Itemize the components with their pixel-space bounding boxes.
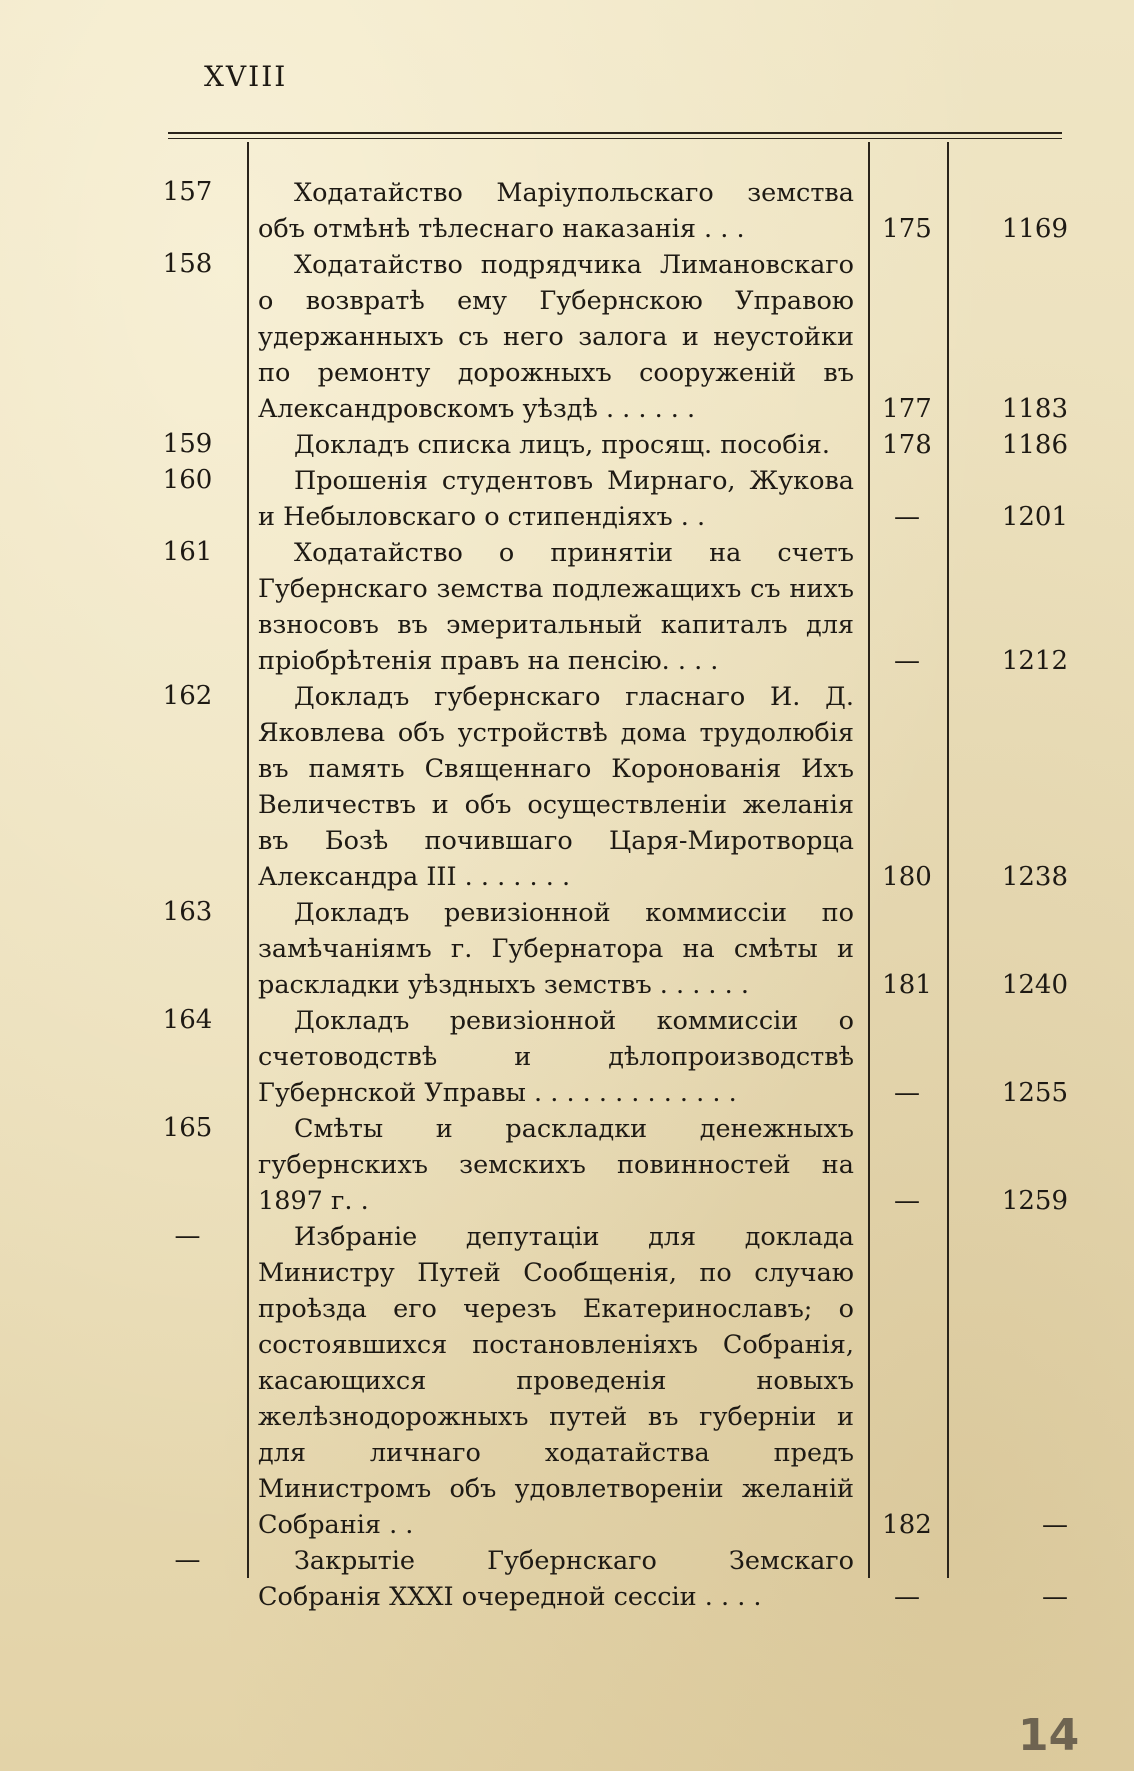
entry-text: Докладъ ревизіонной коммиссіи по замѣчаніямъ г. Губернатора на смѣты и раскладки уѣздныхъ земствъ . . . . . .: [258, 898, 854, 1000]
entry-col-ref: 1238: [1001, 862, 1068, 892]
entry-number: 158: [162, 249, 213, 279]
entry-page-ref: 182: [882, 1510, 932, 1540]
entry-page-ref: —: [894, 1582, 920, 1612]
entry-number: 160: [162, 465, 213, 495]
entry-text: Ходатайство о принятіи на счетъ Губернскаго земства подлежащихъ съ нихъ взносовъ въ эмеритальный капиталъ для пріобрѣтенія правъ на пенсію. . . .: [258, 538, 854, 676]
entry-text: Ходатайство Маріупольскаго земства объ отмѣнѣ тѣлеснаго наказанія . . .: [258, 178, 854, 244]
entry-text: Докладъ списка лицъ, просящ. пособія.: [294, 430, 830, 460]
entry-number: 163: [162, 897, 213, 927]
entry-col-ref: —: [1042, 1582, 1068, 1612]
table-row: [0, 1543, 1134, 1615]
entry-page-ref: —: [894, 1078, 920, 1108]
entry-page-ref: 180: [882, 862, 932, 892]
entry-number: 159: [162, 429, 213, 459]
sheet-number-stamp: 14: [1018, 1710, 1080, 1761]
entry-page-ref: —: [894, 1186, 920, 1216]
entry-text: Закрытіе Губернскаго Земскаго Собранія XXXI очередной сессіи . . . .: [258, 1546, 854, 1612]
entry-page-ref: 175: [882, 214, 932, 244]
entry-col-ref: 1186: [1001, 430, 1068, 460]
page-number: XVIII: [204, 60, 288, 93]
entry-col-ref: 1240: [1001, 970, 1068, 1000]
entry-col-ref: —: [1042, 1510, 1068, 1540]
table-row: [0, 895, 1134, 1003]
entry-text: Докладъ губернскаго гласнаго И. Д. Яковлева объ устройствѣ дома трудолюбія въ память Священнаго Коронованія Ихъ Величествъ и объ осуществленіи желанія въ Бозѣ почившаго Царя-Миротворца Александра III . . . . . . .: [258, 682, 854, 892]
header-rule-top: [168, 132, 1062, 134]
table-row: [0, 1219, 1134, 1543]
entry-text: Прошенія студентовъ Мирнаго, Жукова и Небыловскаго о стипендіяхъ . .: [258, 466, 854, 532]
entry-text: Докладъ ревизіонной коммиссіи о счетоводствѣ и дѣлопроизводствѣ Губернской Управы . . . . . . . . . . . . .: [258, 1006, 854, 1108]
entry-number: 164: [162, 1005, 213, 1035]
entry-col-ref: 1212: [1001, 646, 1068, 676]
header-rule-bottom: [168, 138, 1062, 139]
table-row: [0, 1111, 1134, 1219]
entry-col-ref: 1183: [1001, 394, 1068, 424]
entry-col-ref: 1169: [1001, 214, 1068, 244]
entry-text: Избраніе депутаціи для доклада Министру Путей Сообщенія, по случаю проѣзда его черезъ Екатеринославъ; о состоявшихся постановленіяхъ Собранія, касающихся проведенія новыхъ желѣзнодорожныхъ путей въ губерніи и для личнаго ходатайства предъ Министромъ объ удовлетвореніи желаній Собранія . .: [258, 1222, 854, 1540]
table-row: [0, 175, 1134, 247]
entry-number: —: [174, 1221, 201, 1251]
table-row: [0, 247, 1134, 427]
entry-number: 157: [162, 177, 213, 207]
table-row: [0, 679, 1134, 895]
entry-text: Смѣты и раскладки денежныхъ губернскихъ земскихъ повинностей на 1897 г. .: [258, 1114, 854, 1216]
entry-page-ref: 181: [882, 970, 932, 1000]
entry-text: Ходатайство подрядчика Лимановскаго о возвратѣ ему Губернскою Управою удержанныхъ съ него залога и неустойки по ремонту дорожныхъ сооруженій въ Александровскомъ уѣздѣ . . . . . .: [258, 250, 854, 424]
entry-page-ref: —: [894, 502, 920, 532]
entry-col-ref: 1201: [1001, 502, 1068, 532]
table-row: [0, 535, 1134, 679]
entry-number: 161: [162, 537, 213, 567]
table-row: [0, 427, 1134, 463]
table-row: [0, 1003, 1134, 1111]
entry-number: 162: [162, 681, 213, 711]
entry-page-ref: 178: [882, 430, 932, 460]
contents-table: [0, 175, 1134, 1615]
entry-col-ref: 1259: [1001, 1186, 1068, 1216]
table-row: [0, 463, 1134, 535]
entry-page-ref: —: [894, 646, 920, 676]
entry-number: —: [174, 1545, 201, 1575]
entry-page-ref: 177: [882, 394, 932, 424]
entry-col-ref: 1255: [1001, 1078, 1068, 1108]
entry-number: 165: [162, 1113, 213, 1143]
